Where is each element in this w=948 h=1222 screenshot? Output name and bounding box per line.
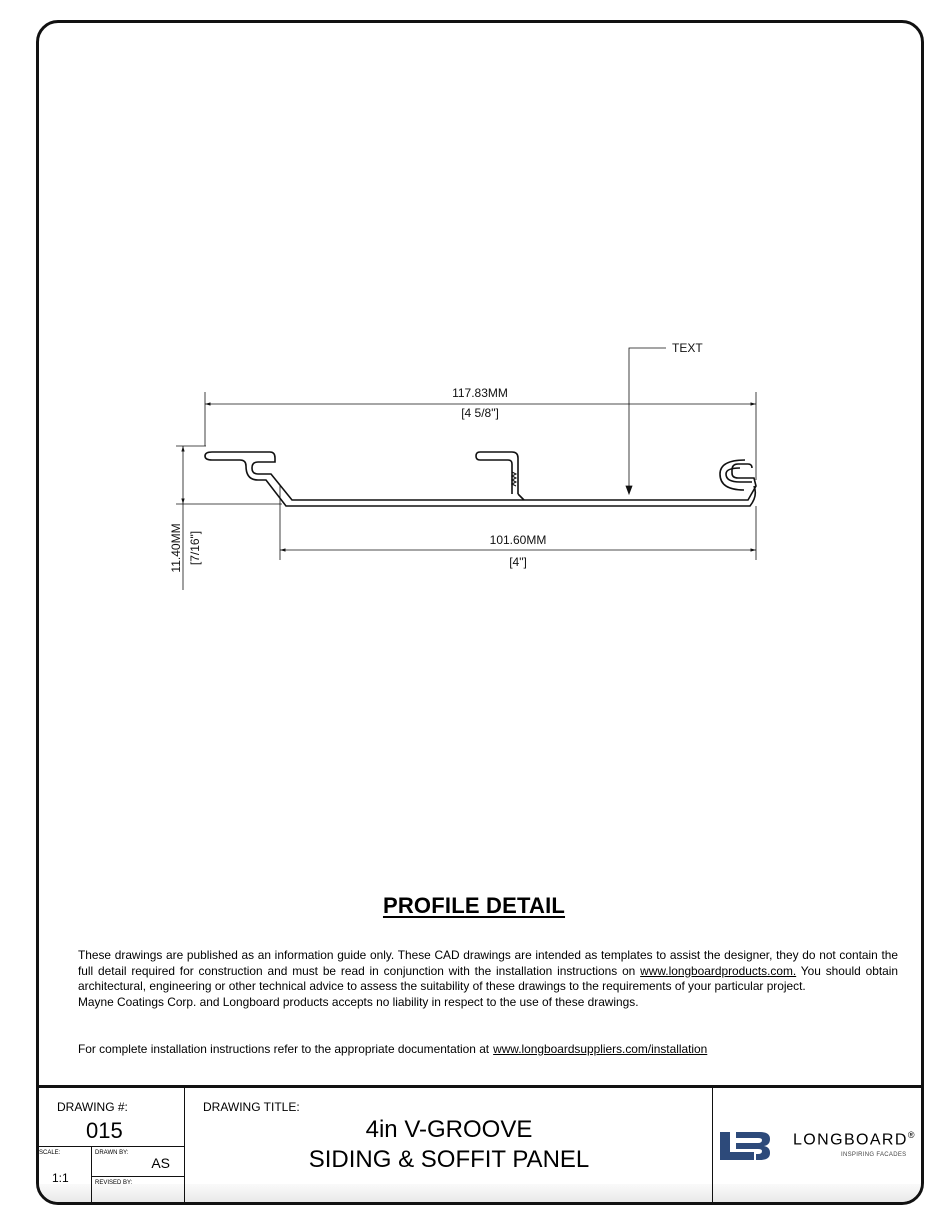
face-width-mm-label: 101.60MM — [489, 533, 547, 547]
page-title: PROFILE DETAIL — [382, 893, 566, 918]
logo-tagline: INSPIRING FACADES — [841, 1152, 907, 1158]
drawing-title-cell — [185, 1088, 713, 1205]
install-instructions: For complete installation instructions refer to the appropriate documentation at www.longboardsuppliers.com/installation — [78, 1042, 708, 1056]
dimension-thickness — [176, 446, 282, 590]
logo-wordmark: LONGBOARD® — [793, 1130, 916, 1149]
drawing-number-cell — [36, 1088, 185, 1146]
scale-value: 1:1 — [52, 1171, 69, 1185]
longboard-logo-icon — [720, 1132, 786, 1160]
revised-by-label: REVISED BY: — [95, 1180, 133, 1186]
title-block — [36, 1085, 924, 1205]
logo-cell — [713, 1088, 921, 1205]
liability-paragraph: Mayne Coatings Corp. and Longboard products accepts no liability in respect to the use of these drawings. — [78, 994, 639, 1009]
callout-leader — [626, 348, 666, 494]
drawing-title-line1: 4in V-GROOVE — [365, 1116, 533, 1143]
scale-cell — [36, 1146, 92, 1205]
thickness-mm-label: 11.40MM — [169, 523, 183, 573]
overall-width-mm-label: 117.83MM — [452, 386, 508, 400]
disclaimer — [78, 948, 898, 1010]
panel-profile — [205, 452, 756, 506]
installation-link[interactable]: www.longboardsuppliers.com/installation — [493, 1042, 708, 1056]
drawn-by-value: AS — [151, 1155, 170, 1171]
scale-label: SCALE: — [39, 1150, 61, 1156]
drawing-number: 015 — [86, 1118, 123, 1143]
callout-text: TEXT — [672, 341, 703, 355]
drawing-number-label: DRAWING #: — [57, 1100, 128, 1114]
drawn-by-label: DRAWN BY: — [95, 1150, 129, 1156]
face-width-in-label: [4"] — [509, 555, 527, 569]
longboardproducts-link[interactable]: www.longboardproducts.com. — [640, 963, 797, 978]
thickness-in-label: [7/16"] — [188, 530, 202, 566]
dimension-face-width — [280, 486, 756, 560]
drawing-title-line2: SIDING & SOFFIT PANEL — [308, 1146, 590, 1173]
overall-width-in-label: [4 5/8"] — [461, 406, 499, 420]
revised-by-cell — [92, 1176, 185, 1205]
drawn-by-cell — [92, 1146, 185, 1176]
drawing-title-label: DRAWING TITLE: — [203, 1100, 300, 1114]
disclaimer-paragraph: These drawings are published as an information guide only. These CAD drawings are intended as templates to assist the designer, they do not contain the full detail required for construction and must be read in conjunction with the installation instructions on www.longboardproducts.com. You should obtain architectural, engineering or other technical advice to assess the suitability of these drawings to the requirements of your particular project. — [78, 948, 899, 993]
